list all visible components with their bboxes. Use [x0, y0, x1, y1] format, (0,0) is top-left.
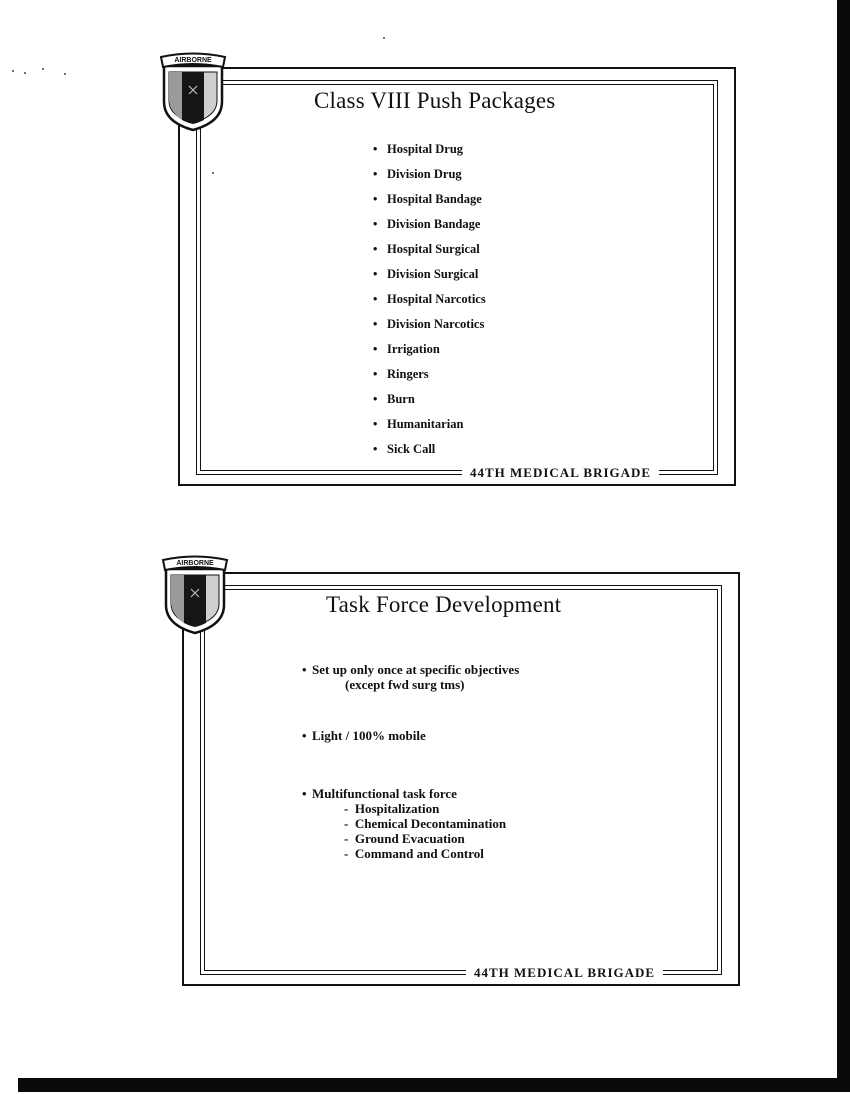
sub-list-item-label: Hospitalization	[354, 801, 440, 816]
slide-title: Class VIII Push Packages	[314, 88, 556, 113]
list-item-label: Hospital Bandage	[387, 192, 482, 206]
list-item-label: Multifunctional task force	[312, 786, 457, 801]
sub-list-item-label: Ground Evacuation	[354, 831, 465, 846]
slide-footer: 44TH MEDICAL BRIGADE	[466, 965, 663, 981]
sub-list-item: - Command and Control	[344, 846, 484, 861]
sub-list-item-label: Chemical Decontamination	[354, 816, 507, 831]
sub-list-item: - Chemical Decontamination	[344, 816, 507, 831]
list-item: • Set up only once at specific objectives (except fwd surg tms)	[302, 662, 702, 692]
list-item: • Irrigation	[373, 342, 440, 356]
slide-title: Task Force Development	[326, 592, 562, 617]
list-item-label: Hospital Surgical	[387, 242, 480, 256]
list-item: • Hospital Drug	[373, 142, 464, 156]
task-force-list	[302, 662, 702, 861]
list-item-label: Irrigation	[387, 342, 440, 356]
list-item: • Hospital Narcotics	[373, 292, 486, 306]
list-item-label: Division Bandage	[387, 217, 481, 231]
list-item-label: Hospital Narcotics	[387, 292, 486, 306]
sub-list-item: - Hospitalization	[344, 801, 440, 816]
list-item-subtext: (except fwd surg tms)	[345, 677, 465, 692]
list-item: • Division Drug	[373, 167, 462, 181]
list-item-label: Division Narcotics	[387, 317, 485, 331]
airborne-tab-text: AIRBORNE	[174, 57, 212, 64]
list-item-label: Division Drug	[387, 167, 462, 181]
slide-footer: 44TH MEDICAL BRIGADE	[462, 465, 659, 481]
list-item: • Division Bandage	[373, 217, 481, 231]
insignia-graphic	[160, 555, 230, 635]
list-item-label: Humanitarian	[387, 417, 464, 431]
list-item-label: Division Surgical	[387, 267, 479, 281]
list-item-label: Light / 100% mobile	[312, 728, 426, 743]
list-item: • Light / 100% mobile	[302, 728, 426, 743]
list-item-label: Sick Call	[387, 442, 436, 456]
list-item: • Multifunctional task force - Hospitalization - Chemical Decontamination - Ground Evacuation - Command and Control	[302, 786, 702, 861]
airborne-shield-icon	[160, 555, 230, 635]
list-item: • Sick Call	[373, 442, 436, 456]
list-item-label: Set up only once at specific objectives	[312, 662, 520, 677]
scan-edge-bottom	[18, 1078, 850, 1092]
list-item: • Burn	[373, 392, 415, 406]
list-item: • Hospital Bandage	[373, 192, 482, 206]
list-item: • Hospital Surgical	[373, 242, 480, 256]
list-item: • Ringers	[373, 367, 429, 381]
list-item-label: Hospital Drug	[387, 142, 464, 156]
list-item: • Division Surgical	[373, 267, 479, 281]
list-item-label: Burn	[387, 392, 415, 406]
list-item-label: Ringers	[387, 367, 429, 381]
sub-list-item: - Ground Evacuation	[344, 831, 465, 846]
list-item: • Humanitarian	[373, 417, 464, 431]
sub-list-item-label: Command and Control	[354, 846, 484, 861]
airborne-tab-text: AIRBORNE	[176, 560, 214, 567]
list-item: • Division Narcotics	[373, 317, 485, 331]
